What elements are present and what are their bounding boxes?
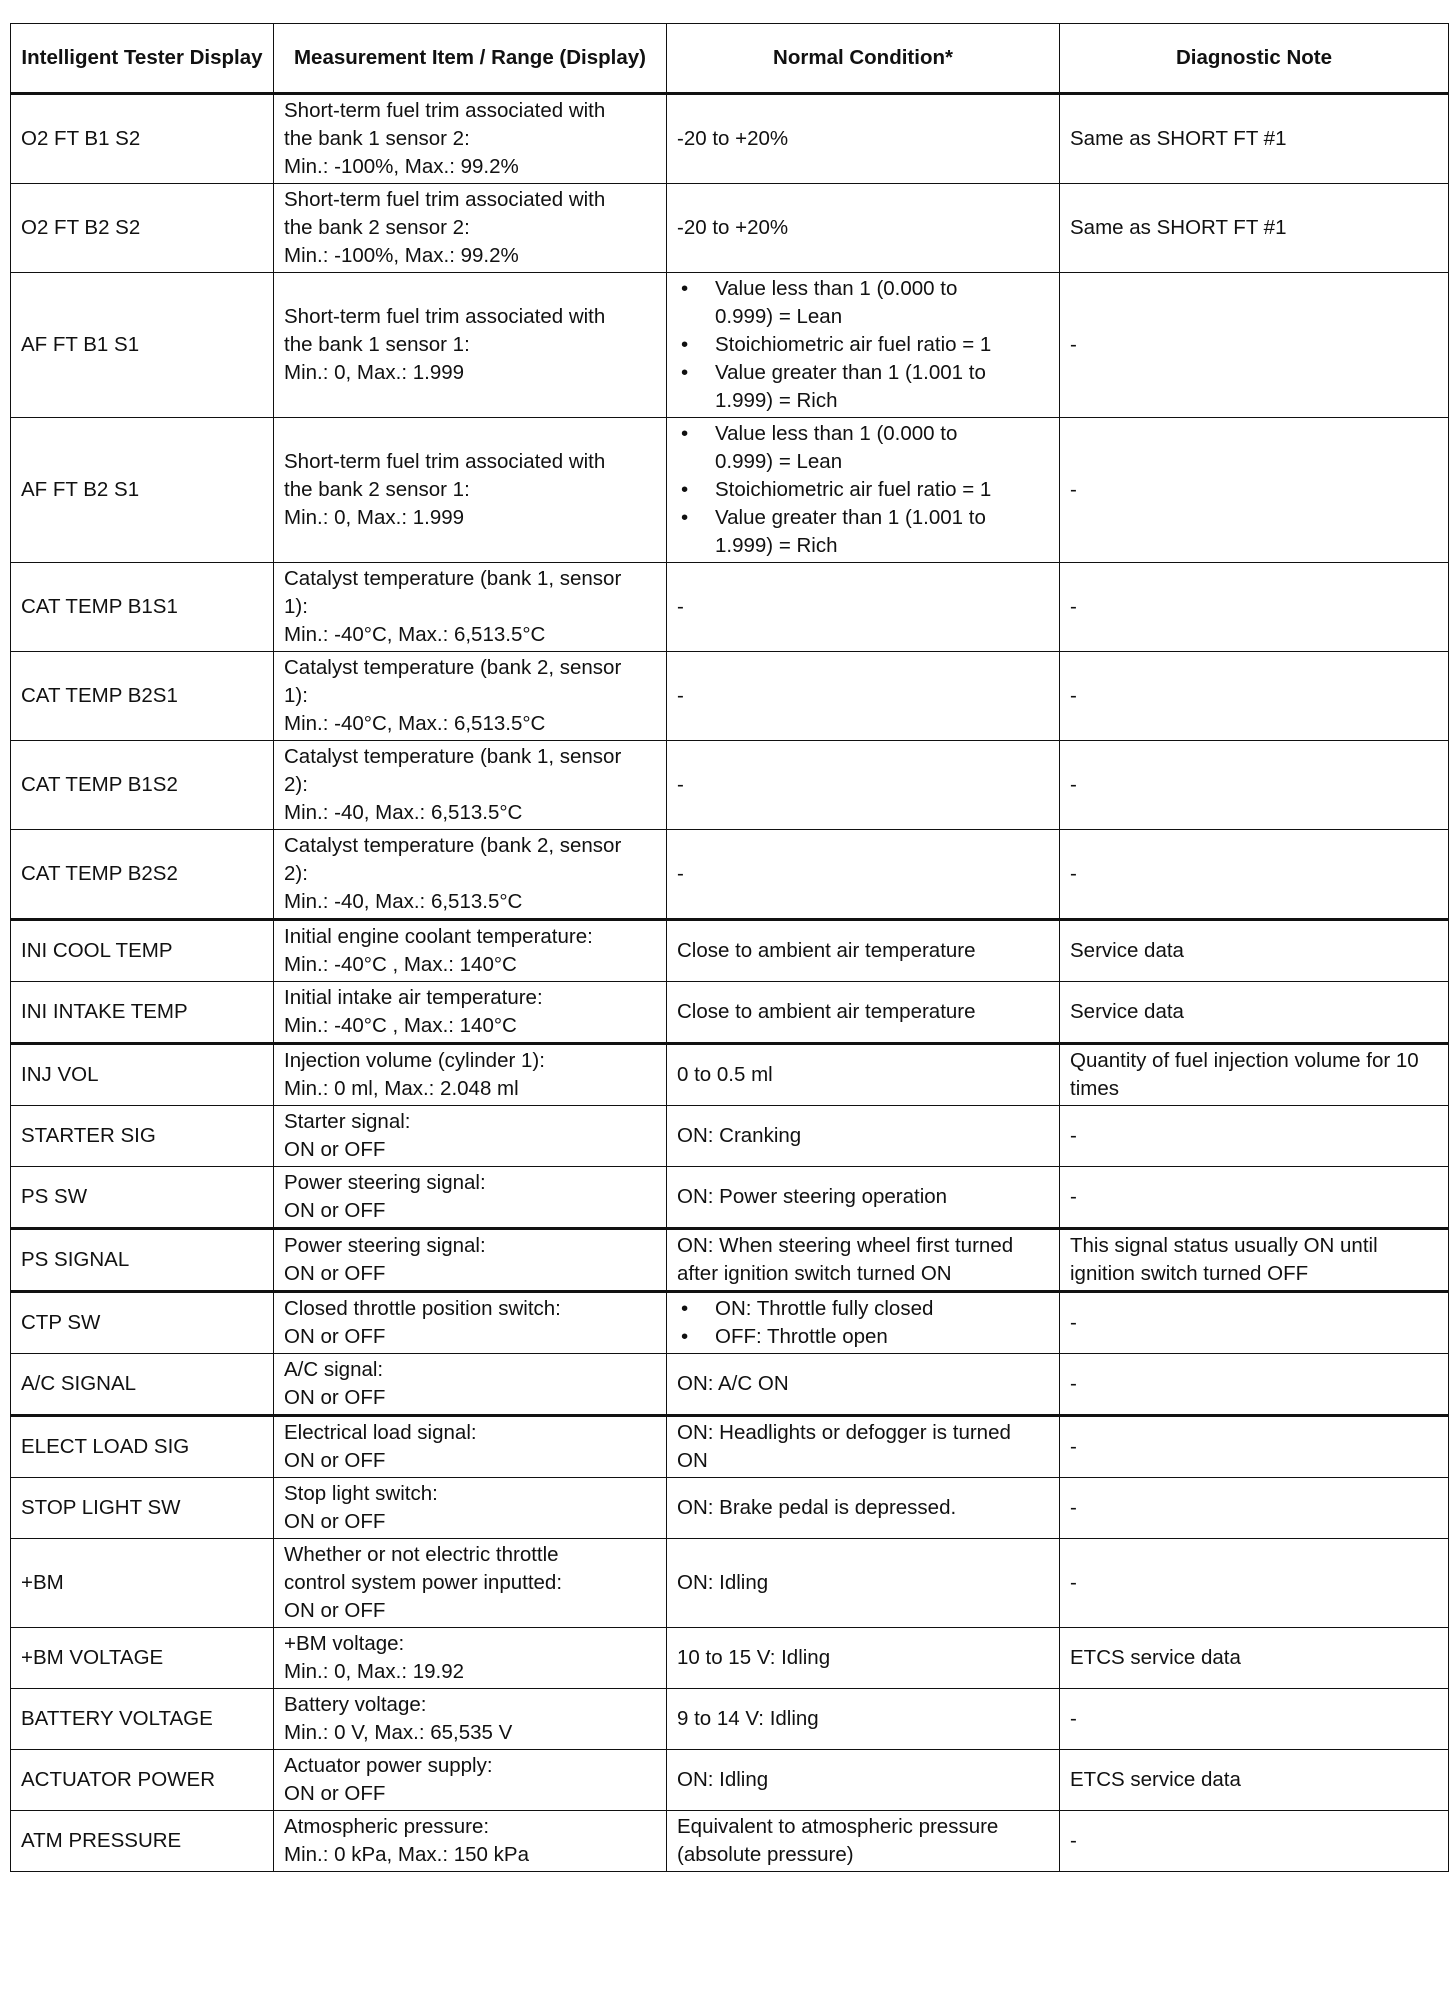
measurement-cell [274, 1106, 667, 1167]
normal-condition-cell [667, 830, 1060, 920]
normal-condition-line: 1.999) = Rich [715, 534, 838, 557]
measurement-line: ON or OFF [284, 1199, 386, 1222]
normal-condition-cell [667, 1292, 1060, 1354]
tester-display-text: CTP SW [21, 1311, 101, 1334]
table-row [11, 94, 1449, 184]
normal-condition-line: Close to ambient air temperature [677, 939, 976, 962]
measurement-cell [274, 563, 667, 652]
measurement-line: Actuator power supply: [284, 1754, 493, 1777]
normal-condition-line: 0 to 0.5 ml [677, 1063, 773, 1086]
table-row [11, 1229, 1449, 1292]
measurement-line: ON or OFF [284, 1449, 386, 1472]
normal-condition-line: Value greater than 1 (1.001 to [715, 506, 986, 529]
tester-display-text: CAT TEMP B2S2 [21, 862, 178, 885]
normal-condition-line: Stoichiometric air fuel ratio = 1 [715, 478, 992, 501]
diagnostic-note-text: - [1070, 478, 1077, 501]
diagnostic-note-cell [1060, 830, 1449, 920]
table-row [11, 1354, 1449, 1416]
table-row [11, 1628, 1449, 1689]
normal-condition-cell [667, 1628, 1060, 1689]
diagnostic-note-cell [1060, 273, 1449, 418]
normal-condition-line: ON: Throttle fully closed [715, 1297, 934, 1320]
measurement-cell [274, 741, 667, 830]
measurement-line: Min.: -40, Max.: 6,513.5°C [284, 890, 523, 913]
table-row [11, 1539, 1449, 1628]
normal-condition-line: - [677, 773, 684, 796]
normal-condition-line: -20 to +20% [677, 127, 789, 150]
tester-display-cell [11, 1750, 274, 1811]
diagnostic-note-cell [1060, 1416, 1449, 1478]
normal-condition-cell [667, 920, 1060, 982]
normal-condition-line: ON: Brake pedal is depressed. [677, 1496, 957, 1519]
normal-condition-line: 9 to 14 V: Idling [677, 1707, 819, 1730]
measurement-line: Initial intake air temperature: [284, 986, 543, 1009]
measurement-line: 2): [284, 773, 308, 796]
normal-condition-line: (absolute pressure) [677, 1843, 854, 1866]
diagnostic-note-cell [1060, 652, 1449, 741]
diagnostic-note-text: - [1070, 1707, 1077, 1730]
measurement-cell [274, 1292, 667, 1354]
tester-display-text: ACTUATOR POWER [21, 1768, 215, 1791]
list-item [677, 359, 1049, 415]
measurement-line: Min.: -40°C , Max.: 140°C [284, 953, 517, 976]
measurement-line: Min.: 0, Max.: 1.999 [284, 361, 465, 384]
bullet-icon: • [681, 277, 689, 300]
measurement-line: Starter signal: [284, 1110, 411, 1133]
measurement-line: 2): [284, 862, 308, 885]
measurement-cell [274, 1689, 667, 1750]
tester-display-cell [11, 563, 274, 652]
measurement-cell [274, 1229, 667, 1292]
diagnostic-note-text: - [1070, 684, 1077, 707]
measurement-line: 1): [284, 684, 308, 707]
table-row [11, 1689, 1449, 1750]
bullet-icon: • [681, 1325, 689, 1348]
measurement-line: Min.: -100%, Max.: 99.2% [284, 244, 519, 267]
measurement-line: the bank 2 sensor 1: [284, 478, 470, 501]
tester-display-text: INI COOL TEMP [21, 939, 173, 962]
measurement-line: Min.: -40, Max.: 6,513.5°C [284, 801, 523, 824]
measurement-line: Catalyst temperature (bank 2, sensor [284, 834, 622, 857]
measurement-line: Min.: -40°C, Max.: 6,513.5°C [284, 712, 546, 735]
measurement-cell [274, 1167, 667, 1229]
measurement-line: the bank 2 sensor 2: [284, 216, 470, 239]
measurement-cell [274, 652, 667, 741]
diagnostic-note-text: - [1070, 1435, 1077, 1458]
measurement-cell [274, 184, 667, 273]
tester-display-cell [11, 741, 274, 830]
measurement-line: control system power inputted: [284, 1571, 563, 1594]
measurement-line: ON or OFF [284, 1138, 386, 1161]
table-body [11, 94, 1449, 1872]
normal-condition-line: after ignition switch turned ON [677, 1262, 952, 1285]
normal-condition-bullets [677, 420, 1049, 560]
table-row [11, 1106, 1449, 1167]
tester-display-text: STOP LIGHT SW [21, 1496, 181, 1519]
measurement-line: the bank 1 sensor 2: [284, 127, 470, 150]
normal-condition-line: 10 to 15 V: Idling [677, 1646, 831, 1669]
measurement-line: Stop light switch: [284, 1482, 438, 1505]
diagnostic-note-text: This signal status usually ON until ignition switch turned OFF [1070, 1234, 1378, 1285]
header-diagnostic-note: Diagnostic Note [1060, 24, 1449, 94]
list-item [677, 504, 1049, 560]
diagnostic-note-cell [1060, 94, 1449, 184]
normal-condition-line: OFF: Throttle open [715, 1325, 888, 1348]
tester-display-text: CAT TEMP B1S1 [21, 595, 178, 618]
list-item [677, 275, 1049, 331]
diagnostic-note-text: - [1070, 1496, 1077, 1519]
table-row [11, 1478, 1449, 1539]
normal-condition-line: Close to ambient air temperature [677, 1000, 976, 1023]
measurement-line: Min.: -40°C , Max.: 140°C [284, 1014, 517, 1037]
header-normal-condition: Normal Condition* [667, 24, 1060, 94]
diagnostic-note-cell [1060, 1354, 1449, 1416]
measurement-line: Short-term fuel trim associated with [284, 188, 606, 211]
diagnostic-note-cell [1060, 418, 1449, 563]
normal-condition-line: - [677, 862, 684, 885]
tester-display-cell [11, 920, 274, 982]
normal-condition-cell [667, 1811, 1060, 1872]
measurement-cell [274, 1628, 667, 1689]
table-row [11, 184, 1449, 273]
tester-display-text: STARTER SIG [21, 1124, 156, 1147]
normal-condition-cell [667, 94, 1060, 184]
normal-condition-cell [667, 563, 1060, 652]
measurement-line: ON or OFF [284, 1599, 386, 1622]
measurement-cell [274, 982, 667, 1044]
diagnostic-note-cell [1060, 920, 1449, 982]
bullet-icon: • [681, 333, 689, 356]
diagnostic-note-cell [1060, 184, 1449, 273]
bullet-icon: • [681, 361, 689, 384]
normal-condition-cell [667, 273, 1060, 418]
diagnostic-note-text: - [1070, 1185, 1077, 1208]
normal-condition-cell [667, 1689, 1060, 1750]
measurement-line: Closed throttle position switch: [284, 1297, 561, 1320]
list-item [677, 420, 1049, 476]
diagnostic-note-cell [1060, 1292, 1449, 1354]
measurement-line: +BM voltage: [284, 1632, 405, 1655]
normal-condition-line: - [677, 684, 684, 707]
normal-condition-line: ON: Power steering operation [677, 1185, 948, 1208]
normal-condition-cell [667, 1106, 1060, 1167]
normal-condition-cell [667, 652, 1060, 741]
measurement-line: the bank 1 sensor 1: [284, 333, 470, 356]
normal-condition-cell [667, 1229, 1060, 1292]
list-item [677, 331, 1049, 359]
normal-condition-line: 1.999) = Rich [715, 389, 838, 412]
table-row [11, 563, 1449, 652]
diagnostic-note-text: - [1070, 1372, 1077, 1395]
measurement-line: Initial engine coolant temperature: [284, 925, 593, 948]
normal-condition-cell [667, 1539, 1060, 1628]
tester-display-text: +BM [21, 1571, 64, 1594]
measurement-line: Power steering signal: [284, 1171, 486, 1194]
measurement-line: Catalyst temperature (bank 1, sensor [284, 745, 622, 768]
normal-condition-line: Value less than 1 (0.000 to [715, 422, 958, 445]
normal-condition-bullets [677, 1295, 1049, 1351]
diagnostic-note-cell [1060, 1539, 1449, 1628]
measurement-line: Short-term fuel trim associated with [284, 305, 606, 328]
diagnostic-note-text: - [1070, 773, 1077, 796]
tester-display-text: CAT TEMP B2S1 [21, 684, 178, 707]
tester-display-text: +BM VOLTAGE [21, 1646, 164, 1669]
tester-display-cell [11, 184, 274, 273]
measurement-line: Short-term fuel trim associated with [284, 99, 606, 122]
tester-display-text: INI INTAKE TEMP [21, 1000, 188, 1023]
diagnostic-note-text: - [1070, 333, 1077, 356]
normal-condition-line: ON: When steering wheel first turned [677, 1234, 1014, 1257]
normal-condition-line: Value less than 1 (0.000 to [715, 277, 958, 300]
tester-display-cell [11, 1292, 274, 1354]
measurement-line: Whether or not electric throttle [284, 1543, 559, 1566]
tester-display-text: ELECT LOAD SIG [21, 1435, 190, 1458]
normal-condition-cell [667, 418, 1060, 563]
normal-condition-line: ON: Cranking [677, 1124, 802, 1147]
list-item [677, 1295, 1049, 1323]
measurement-cell [274, 830, 667, 920]
bullet-icon: • [681, 506, 689, 529]
data-list-table [10, 23, 1449, 1872]
tester-display-cell [11, 1106, 274, 1167]
measurement-cell [274, 1044, 667, 1106]
diagnostic-note-text: Service data [1070, 939, 1184, 962]
diagnostic-note-cell [1060, 563, 1449, 652]
diagnostic-note-text: ETCS service data [1070, 1646, 1241, 1669]
diagnostic-note-cell [1060, 1628, 1449, 1689]
measurement-cell [274, 418, 667, 563]
table-row [11, 1811, 1449, 1872]
tester-display-cell [11, 94, 274, 184]
normal-condition-cell [667, 1750, 1060, 1811]
measurement-line: ON or OFF [284, 1262, 386, 1285]
measurement-line: Injection volume (cylinder 1): [284, 1049, 545, 1072]
normal-condition-line: ON: Headlights or defogger is turned [677, 1421, 1011, 1444]
diagnostic-note-cell [1060, 1229, 1449, 1292]
tester-display-text: O2 FT B2 S2 [21, 216, 141, 239]
header-row [11, 24, 1449, 94]
diagnostic-note-text: Same as SHORT FT #1 [1070, 216, 1287, 239]
tester-display-cell [11, 418, 274, 563]
table-row [11, 1416, 1449, 1478]
diagnostic-note-text: Service data [1070, 1000, 1184, 1023]
normal-condition-cell [667, 1416, 1060, 1478]
tester-display-text: A/C SIGNAL [21, 1372, 137, 1395]
normal-condition-line: ON: Idling [677, 1571, 769, 1594]
measurement-line: Min.: -40°C, Max.: 6,513.5°C [284, 623, 546, 646]
normal-condition-line: -20 to +20% [677, 216, 789, 239]
header-tester-display: Intelligent Tester Display [11, 24, 274, 94]
tester-display-text: BATTERY VOLTAGE [21, 1707, 213, 1730]
normal-condition-cell [667, 1167, 1060, 1229]
diagnostic-note-cell [1060, 982, 1449, 1044]
normal-condition-cell [667, 1044, 1060, 1106]
normal-condition-line: - [677, 595, 684, 618]
tester-display-text: PS SIGNAL [21, 1248, 130, 1271]
tester-display-cell [11, 982, 274, 1044]
tester-display-cell [11, 830, 274, 920]
tester-display-text: INJ VOL [21, 1063, 99, 1086]
table-row [11, 1292, 1449, 1354]
normal-condition-line: Stoichiometric air fuel ratio = 1 [715, 333, 992, 356]
tester-display-cell [11, 1229, 274, 1292]
diagnostic-note-cell [1060, 741, 1449, 830]
normal-condition-bullets [677, 275, 1049, 415]
table-row [11, 1750, 1449, 1811]
diagnostic-note-cell [1060, 1044, 1449, 1106]
table-row [11, 920, 1449, 982]
measurement-line: Min.: 0 V, Max.: 65,535 V [284, 1721, 513, 1744]
normal-condition-cell [667, 982, 1060, 1044]
normal-condition-line: ON: A/C ON [677, 1372, 789, 1395]
list-item [677, 476, 1049, 504]
tester-display-cell [11, 273, 274, 418]
tester-display-text: AF FT B1 S1 [21, 333, 140, 356]
measurement-line: ON or OFF [284, 1510, 386, 1533]
measurement-cell [274, 1416, 667, 1478]
tester-display-text: AF FT B2 S1 [21, 478, 140, 501]
tester-display-text: O2 FT B1 S2 [21, 127, 141, 150]
diagnostic-note-text: - [1070, 1829, 1077, 1852]
table-row [11, 1044, 1449, 1106]
diagnostic-note-text: Same as SHORT FT #1 [1070, 127, 1287, 150]
measurement-line: Battery voltage: [284, 1693, 427, 1716]
measurement-cell [274, 273, 667, 418]
diagnostic-note-text: Quantity of fuel injection volume for 10 times [1070, 1049, 1419, 1100]
normal-condition-line: ON [677, 1449, 708, 1472]
normal-condition-line: 0.999) = Lean [715, 450, 843, 473]
tester-display-cell [11, 1689, 274, 1750]
diagnostic-note-text: - [1070, 1571, 1077, 1594]
measurement-cell [274, 1478, 667, 1539]
diagnostic-note-text: - [1070, 595, 1077, 618]
diagnostic-note-cell [1060, 1106, 1449, 1167]
measurement-cell [274, 920, 667, 982]
measurement-cell [274, 1354, 667, 1416]
measurement-line: Short-term fuel trim associated with [284, 450, 606, 473]
table-row [11, 418, 1449, 563]
normal-condition-line: ON: Idling [677, 1768, 769, 1791]
tester-display-cell [11, 1167, 274, 1229]
measurement-line: Catalyst temperature (bank 2, sensor [284, 656, 622, 679]
normal-condition-line: Value greater than 1 (1.001 to [715, 361, 986, 384]
table-row [11, 273, 1449, 418]
measurement-cell [274, 1811, 667, 1872]
measurement-line: ON or OFF [284, 1386, 386, 1409]
diagnostic-note-cell [1060, 1478, 1449, 1539]
measurement-line: Catalyst temperature (bank 1, sensor [284, 567, 622, 590]
tester-display-cell [11, 652, 274, 741]
measurement-line: A/C signal: [284, 1358, 384, 1381]
measurement-line: 1): [284, 595, 308, 618]
measurement-line: ON or OFF [284, 1782, 386, 1805]
measurement-line: Min.: 0, Max.: 1.999 [284, 506, 465, 529]
diagnostic-note-text: - [1070, 862, 1077, 885]
bullet-icon: • [681, 478, 689, 501]
diagnostic-note-text: ETCS service data [1070, 1768, 1241, 1791]
tester-display-cell [11, 1354, 274, 1416]
measurement-line: Min.: 0, Max.: 19.92 [284, 1660, 465, 1683]
normal-condition-cell [667, 184, 1060, 273]
measurement-line: Electrical load signal: [284, 1421, 477, 1444]
bullet-icon: • [681, 422, 689, 445]
table-row [11, 830, 1449, 920]
diagnostic-note-cell [1060, 1689, 1449, 1750]
measurement-line: Power steering signal: [284, 1234, 486, 1257]
measurement-cell [274, 1750, 667, 1811]
measurement-line: Min.: 0 ml, Max.: 2.048 ml [284, 1077, 519, 1100]
tester-display-text: PS SW [21, 1185, 88, 1208]
diagnostic-note-text: - [1070, 1311, 1077, 1334]
table-row [11, 741, 1449, 830]
normal-condition-cell [667, 741, 1060, 830]
tester-display-cell [11, 1539, 274, 1628]
tester-display-cell [11, 1044, 274, 1106]
tester-display-cell [11, 1478, 274, 1539]
normal-condition-cell [667, 1478, 1060, 1539]
diagnostic-note-cell [1060, 1167, 1449, 1229]
tester-display-cell [11, 1416, 274, 1478]
measurement-line: ON or OFF [284, 1325, 386, 1348]
measurement-line: Min.: 0 kPa, Max.: 150 kPa [284, 1843, 529, 1866]
normal-condition-cell [667, 1354, 1060, 1416]
tester-display-text: ATM PRESSURE [21, 1829, 182, 1852]
measurement-line: Atmospheric pressure: [284, 1815, 490, 1838]
table-row [11, 982, 1449, 1044]
normal-condition-line: Equivalent to atmospheric pressure [677, 1815, 999, 1838]
tester-display-cell [11, 1628, 274, 1689]
measurement-cell [274, 1539, 667, 1628]
list-item [677, 1323, 1049, 1351]
tester-display-cell [11, 1811, 274, 1872]
tester-display-text: CAT TEMP B1S2 [21, 773, 178, 796]
bullet-icon: • [681, 1297, 689, 1320]
normal-condition-line: 0.999) = Lean [715, 305, 843, 328]
header-measurement-item: Measurement Item / Range (Display) [274, 24, 667, 94]
table-row [11, 652, 1449, 741]
diagnostic-note-text: - [1070, 1124, 1077, 1147]
diagnostic-note-cell [1060, 1811, 1449, 1872]
measurement-line: Min.: -100%, Max.: 99.2% [284, 155, 519, 178]
diagnostic-note-cell [1060, 1750, 1449, 1811]
table-row [11, 1167, 1449, 1229]
measurement-cell [274, 94, 667, 184]
